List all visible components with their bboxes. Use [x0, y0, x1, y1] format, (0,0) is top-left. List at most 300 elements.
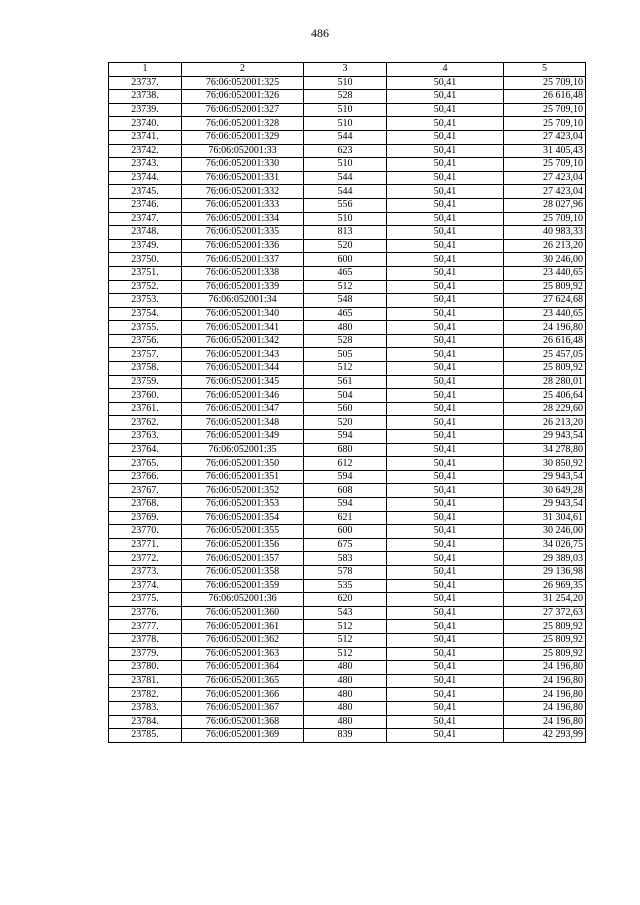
area-cell: 560: [304, 402, 387, 416]
row-number-cell: 23759.: [109, 375, 182, 389]
table-row: [109, 239, 586, 253]
area-cell: 512: [304, 280, 387, 294]
value-cell: 31 405,43: [504, 144, 586, 158]
row-number-cell: 23771.: [109, 538, 182, 552]
cadastral-number-cell: 76:06:052001:330: [182, 158, 304, 172]
cadastral-number-cell: 76:06:052001:334: [182, 212, 304, 226]
row-number-cell: 23749.: [109, 239, 182, 253]
value-cell: 24 196,80: [504, 701, 586, 715]
rate-cell: 50,41: [387, 90, 504, 104]
row-number-cell: 23737.: [109, 76, 182, 90]
table-row: [109, 294, 586, 308]
table-row: [109, 701, 586, 715]
area-cell: 510: [304, 117, 387, 131]
value-cell: 26 616,48: [504, 90, 586, 104]
area-cell: 528: [304, 90, 387, 104]
row-number-cell: 23767.: [109, 484, 182, 498]
rate-cell: 50,41: [387, 457, 504, 471]
value-cell: 30 246,00: [504, 525, 586, 539]
rate-cell: 50,41: [387, 484, 504, 498]
value-cell: 25 709,10: [504, 103, 586, 117]
row-number-cell: 23743.: [109, 158, 182, 172]
table-row: [109, 430, 586, 444]
area-cell: 544: [304, 171, 387, 185]
area-cell: 480: [304, 715, 387, 729]
area-cell: 520: [304, 239, 387, 253]
table-row: [109, 457, 586, 471]
area-cell: 594: [304, 430, 387, 444]
area-cell: 510: [304, 158, 387, 172]
value-cell: 26 616,48: [504, 334, 586, 348]
row-number-cell: 23754.: [109, 307, 182, 321]
area-cell: 544: [304, 130, 387, 144]
rate-cell: 50,41: [387, 253, 504, 267]
area-cell: 623: [304, 144, 387, 158]
area-cell: 528: [304, 334, 387, 348]
value-cell: 25 809,92: [504, 633, 586, 647]
row-number-cell: 23775.: [109, 593, 182, 607]
table-row: [109, 470, 586, 484]
value-cell: 25 709,10: [504, 117, 586, 131]
value-cell: 24 196,80: [504, 661, 586, 675]
value-cell: 27 624,68: [504, 294, 586, 308]
row-number-cell: 23753.: [109, 294, 182, 308]
rate-cell: 50,41: [387, 185, 504, 199]
rate-cell: 50,41: [387, 470, 504, 484]
rate-cell: 50,41: [387, 307, 504, 321]
value-cell: 26 213,20: [504, 239, 586, 253]
table-row: [109, 334, 586, 348]
table-row: [109, 266, 586, 280]
area-cell: 520: [304, 416, 387, 430]
cadastral-number-cell: 76:06:052001:340: [182, 307, 304, 321]
table-row: [109, 307, 586, 321]
rate-cell: 50,41: [387, 688, 504, 702]
row-number-cell: 23765.: [109, 457, 182, 471]
value-cell: 29 943,54: [504, 498, 586, 512]
table-row: [109, 90, 586, 104]
row-number-cell: 23778.: [109, 633, 182, 647]
row-number-cell: 23770.: [109, 525, 182, 539]
cadastral-number-cell: 76:06:052001:335: [182, 226, 304, 240]
area-cell: 505: [304, 348, 387, 362]
area-cell: 510: [304, 76, 387, 90]
value-cell: 30 850,92: [504, 457, 586, 471]
cadastral-number-cell: 76:06:052001:327: [182, 103, 304, 117]
area-cell: 578: [304, 565, 387, 579]
area-cell: 512: [304, 633, 387, 647]
area-cell: 556: [304, 198, 387, 212]
rate-cell: 50,41: [387, 239, 504, 253]
cadastral-number-cell: 76:06:052001:346: [182, 389, 304, 403]
area-cell: 600: [304, 253, 387, 267]
row-number-cell: 23739.: [109, 103, 182, 117]
row-number-cell: 23740.: [109, 117, 182, 131]
header-cell-1: 1: [109, 63, 182, 77]
rate-cell: 50,41: [387, 389, 504, 403]
value-cell: 23 440,65: [504, 307, 586, 321]
row-number-cell: 23774.: [109, 579, 182, 593]
cadastral-number-cell: 76:06:052001:362: [182, 633, 304, 647]
value-cell: 27 423,04: [504, 185, 586, 199]
cadastral-number-cell: 76:06:052001:366: [182, 688, 304, 702]
row-number-cell: 23784.: [109, 715, 182, 729]
table-row: [109, 389, 586, 403]
row-number-cell: 23776.: [109, 606, 182, 620]
table-row: [109, 321, 586, 335]
table-row: [109, 226, 586, 240]
value-cell: 23 440,65: [504, 266, 586, 280]
rate-cell: 50,41: [387, 130, 504, 144]
value-cell: 31 304,61: [504, 511, 586, 525]
value-cell: 24 196,80: [504, 715, 586, 729]
cadastral-number-cell: 76:06:052001:345: [182, 375, 304, 389]
value-cell: 25 709,10: [504, 212, 586, 226]
rate-cell: 50,41: [387, 375, 504, 389]
table-row: [109, 552, 586, 566]
value-cell: 29 389,03: [504, 552, 586, 566]
area-cell: 561: [304, 375, 387, 389]
value-cell: 25 457,05: [504, 348, 586, 362]
area-cell: 813: [304, 226, 387, 240]
row-number-cell: 23782.: [109, 688, 182, 702]
cadastral-number-cell: 76:06:052001:326: [182, 90, 304, 104]
rate-cell: 50,41: [387, 647, 504, 661]
rate-cell: 50,41: [387, 620, 504, 634]
rate-cell: 50,41: [387, 552, 504, 566]
value-cell: 25 809,92: [504, 280, 586, 294]
table-row: [109, 715, 586, 729]
cadastral-number-cell: 76:06:052001:348: [182, 416, 304, 430]
header-cell-5: 5: [504, 63, 586, 77]
area-cell: 680: [304, 443, 387, 457]
table-row: [109, 402, 586, 416]
rate-cell: 50,41: [387, 579, 504, 593]
header-cell-3: 3: [304, 63, 387, 77]
page-number: 486: [311, 26, 329, 40]
rate-cell: 50,41: [387, 212, 504, 226]
value-cell: 25 406,64: [504, 389, 586, 403]
area-cell: 548: [304, 294, 387, 308]
area-cell: 544: [304, 185, 387, 199]
table-row: [109, 130, 586, 144]
rate-cell: 50,41: [387, 538, 504, 552]
row-number-cell: 23779.: [109, 647, 182, 661]
cadastral-number-cell: 76:06:052001:357: [182, 552, 304, 566]
value-cell: 34 026,75: [504, 538, 586, 552]
area-cell: 480: [304, 688, 387, 702]
value-cell: 34 278,80: [504, 443, 586, 457]
row-number-cell: 23766.: [109, 470, 182, 484]
cadastral-number-cell: 76:06:052001:333: [182, 198, 304, 212]
cadastral-number-cell: 76:06:052001:356: [182, 538, 304, 552]
table-row: [109, 729, 586, 743]
value-cell: 25 709,10: [504, 76, 586, 90]
cadastral-number-cell: 76:06:052001:359: [182, 579, 304, 593]
table-row: [109, 511, 586, 525]
value-cell: 29 943,54: [504, 470, 586, 484]
rate-cell: 50,41: [387, 511, 504, 525]
row-number-cell: 23773.: [109, 565, 182, 579]
cadastral-number-cell: 76:06:052001:339: [182, 280, 304, 294]
cadastral-number-cell: 76:06:052001:368: [182, 715, 304, 729]
cadastral-number-cell: 76:06:052001:367: [182, 701, 304, 715]
rate-cell: 50,41: [387, 158, 504, 172]
rate-cell: 50,41: [387, 266, 504, 280]
rate-cell: 50,41: [387, 661, 504, 675]
rate-cell: 50,41: [387, 103, 504, 117]
header-cell-4: 4: [387, 63, 504, 77]
table-row: [109, 212, 586, 226]
area-cell: 594: [304, 498, 387, 512]
rate-cell: 50,41: [387, 117, 504, 131]
row-number-cell: 23758.: [109, 362, 182, 376]
value-cell: 30 649,28: [504, 484, 586, 498]
table-row: [109, 280, 586, 294]
rate-cell: 50,41: [387, 715, 504, 729]
row-number-cell: 23762.: [109, 416, 182, 430]
value-cell: 29 136,98: [504, 565, 586, 579]
rate-cell: 50,41: [387, 525, 504, 539]
table-row: [109, 525, 586, 539]
table-row: [109, 565, 586, 579]
area-cell: 608: [304, 484, 387, 498]
area-cell: 480: [304, 701, 387, 715]
row-number-cell: 23761.: [109, 402, 182, 416]
cadastral-number-cell: 76:06:052001:336: [182, 239, 304, 253]
header-cell-2: 2: [182, 63, 304, 77]
table-row: [109, 76, 586, 90]
area-cell: 465: [304, 266, 387, 280]
rate-cell: 50,41: [387, 226, 504, 240]
table-row: [109, 117, 586, 131]
rate-cell: 50,41: [387, 402, 504, 416]
table-row: [109, 362, 586, 376]
data-table: [108, 62, 586, 743]
cadastral-number-cell: 76:06:052001:365: [182, 674, 304, 688]
cadastral-number-cell: 76:06:052001:35: [182, 443, 304, 457]
area-cell: 512: [304, 362, 387, 376]
rate-cell: 50,41: [387, 674, 504, 688]
rate-cell: 50,41: [387, 294, 504, 308]
area-cell: 594: [304, 470, 387, 484]
cadastral-number-cell: 76:06:052001:352: [182, 484, 304, 498]
area-cell: 504: [304, 389, 387, 403]
value-cell: 25 809,92: [504, 620, 586, 634]
cadastral-number-cell: 76:06:052001:332: [182, 185, 304, 199]
area-cell: 510: [304, 212, 387, 226]
row-number-cell: 23741.: [109, 130, 182, 144]
area-cell: 535: [304, 579, 387, 593]
table-row: [109, 171, 586, 185]
row-number-cell: 23772.: [109, 552, 182, 566]
value-cell: 24 196,80: [504, 321, 586, 335]
area-cell: 583: [304, 552, 387, 566]
cadastral-number-cell: 76:06:052001:369: [182, 729, 304, 743]
table-row: [109, 593, 586, 607]
row-number-cell: 23750.: [109, 253, 182, 267]
area-cell: 512: [304, 620, 387, 634]
area-cell: 512: [304, 647, 387, 661]
header-row: [109, 63, 586, 77]
table-row: [109, 348, 586, 362]
row-number-cell: 23748.: [109, 226, 182, 240]
table-row: [109, 144, 586, 158]
row-number-cell: 23757.: [109, 348, 182, 362]
row-number-cell: 23738.: [109, 90, 182, 104]
rate-cell: 50,41: [387, 334, 504, 348]
rate-cell: 50,41: [387, 198, 504, 212]
value-cell: 40 983,33: [504, 226, 586, 240]
row-number-cell: 23747.: [109, 212, 182, 226]
row-number-cell: 23756.: [109, 334, 182, 348]
area-cell: 510: [304, 103, 387, 117]
cadastral-number-cell: 76:06:052001:355: [182, 525, 304, 539]
row-number-cell: 23751.: [109, 266, 182, 280]
cadastral-number-cell: 76:06:052001:342: [182, 334, 304, 348]
value-cell: 27 423,04: [504, 130, 586, 144]
row-number-cell: 23745.: [109, 185, 182, 199]
row-number-cell: 23755.: [109, 321, 182, 335]
table-row: [109, 647, 586, 661]
cadastral-number-cell: 76:06:052001:341: [182, 321, 304, 335]
rate-cell: 50,41: [387, 633, 504, 647]
rate-cell: 50,41: [387, 362, 504, 376]
cadastral-number-cell: 76:06:052001:328: [182, 117, 304, 131]
table-row: [109, 484, 586, 498]
value-cell: 31 254,20: [504, 593, 586, 607]
value-cell: 26 969,35: [504, 579, 586, 593]
row-number-cell: 23783.: [109, 701, 182, 715]
cadastral-number-cell: 76:06:052001:331: [182, 171, 304, 185]
rate-cell: 50,41: [387, 321, 504, 335]
row-number-cell: 23742.: [109, 144, 182, 158]
cadastral-number-cell: 76:06:052001:325: [182, 76, 304, 90]
rate-cell: 50,41: [387, 348, 504, 362]
value-cell: 28 027,96: [504, 198, 586, 212]
cadastral-number-cell: 76:06:052001:351: [182, 470, 304, 484]
row-number-cell: 23763.: [109, 430, 182, 444]
cadastral-number-cell: 76:06:052001:343: [182, 348, 304, 362]
value-cell: 27 423,04: [504, 171, 586, 185]
value-cell: 26 213,20: [504, 416, 586, 430]
cadastral-number-cell: 76:06:052001:349: [182, 430, 304, 444]
rate-cell: 50,41: [387, 606, 504, 620]
row-number-cell: 23780.: [109, 661, 182, 675]
table-row: [109, 103, 586, 117]
table-row: [109, 688, 586, 702]
table-row: [109, 674, 586, 688]
row-number-cell: 23785.: [109, 729, 182, 743]
cadastral-number-cell: 76:06:052001:344: [182, 362, 304, 376]
row-number-cell: 23764.: [109, 443, 182, 457]
table-row: [109, 620, 586, 634]
row-number-cell: 23777.: [109, 620, 182, 634]
cadastral-number-cell: 76:06:052001:363: [182, 647, 304, 661]
value-cell: 27 372,63: [504, 606, 586, 620]
rate-cell: 50,41: [387, 443, 504, 457]
rate-cell: 50,41: [387, 729, 504, 743]
table-row: [109, 185, 586, 199]
cadastral-number-cell: 76:06:052001:354: [182, 511, 304, 525]
cadastral-number-cell: 76:06:052001:329: [182, 130, 304, 144]
cadastral-number-cell: 76:06:052001:34: [182, 294, 304, 308]
row-number-cell: 23746.: [109, 198, 182, 212]
cadastral-number-cell: 76:06:052001:353: [182, 498, 304, 512]
value-cell: 24 196,80: [504, 674, 586, 688]
row-number-cell: 23744.: [109, 171, 182, 185]
table-row: [109, 443, 586, 457]
area-cell: 543: [304, 606, 387, 620]
cadastral-number-cell: 76:06:052001:347: [182, 402, 304, 416]
area-cell: 480: [304, 674, 387, 688]
cadastral-number-cell: 76:06:052001:338: [182, 266, 304, 280]
row-number-cell: 23768.: [109, 498, 182, 512]
table-row: [109, 633, 586, 647]
cadastral-number-cell: 76:06:052001:364: [182, 661, 304, 675]
area-cell: 839: [304, 729, 387, 743]
rate-cell: 50,41: [387, 430, 504, 444]
rate-cell: 50,41: [387, 280, 504, 294]
area-cell: 480: [304, 321, 387, 335]
value-cell: 25 709,10: [504, 158, 586, 172]
value-cell: 42 293,99: [504, 729, 586, 743]
row-number-cell: 23781.: [109, 674, 182, 688]
value-cell: 30 246,00: [504, 253, 586, 267]
value-cell: 25 809,92: [504, 362, 586, 376]
rate-cell: 50,41: [387, 701, 504, 715]
table-row: [109, 538, 586, 552]
table-row: [109, 198, 586, 212]
rate-cell: 50,41: [387, 416, 504, 430]
area-cell: 465: [304, 307, 387, 321]
value-cell: 25 809,92: [504, 647, 586, 661]
area-cell: 480: [304, 661, 387, 675]
table-row: [109, 498, 586, 512]
value-cell: 29 943,54: [504, 430, 586, 444]
cadastral-number-cell: 76:06:052001:360: [182, 606, 304, 620]
cadastral-number-cell: 76:06:052001:358: [182, 565, 304, 579]
row-number-cell: 23752.: [109, 280, 182, 294]
table-row: [109, 375, 586, 389]
row-number-cell: 23760.: [109, 389, 182, 403]
area-cell: 621: [304, 511, 387, 525]
value-cell: 24 196,80: [504, 688, 586, 702]
area-cell: 600: [304, 525, 387, 539]
cadastral-number-cell: 76:06:052001:361: [182, 620, 304, 634]
table-body: [109, 76, 586, 742]
cadastral-number-cell: 76:06:052001:36: [182, 593, 304, 607]
row-number-cell: 23769.: [109, 511, 182, 525]
rate-cell: 50,41: [387, 171, 504, 185]
table-row: [109, 661, 586, 675]
table-row: [109, 416, 586, 430]
rate-cell: 50,41: [387, 76, 504, 90]
area-cell: 675: [304, 538, 387, 552]
value-cell: 28 229,60: [504, 402, 586, 416]
rate-cell: 50,41: [387, 565, 504, 579]
table-row: [109, 606, 586, 620]
table-row: [109, 158, 586, 172]
area-cell: 612: [304, 457, 387, 471]
area-cell: 620: [304, 593, 387, 607]
rate-cell: 50,41: [387, 593, 504, 607]
cadastral-number-cell: 76:06:052001:350: [182, 457, 304, 471]
rate-cell: 50,41: [387, 144, 504, 158]
rate-cell: 50,41: [387, 498, 504, 512]
value-cell: 28 280,01: [504, 375, 586, 389]
table-row: [109, 579, 586, 593]
